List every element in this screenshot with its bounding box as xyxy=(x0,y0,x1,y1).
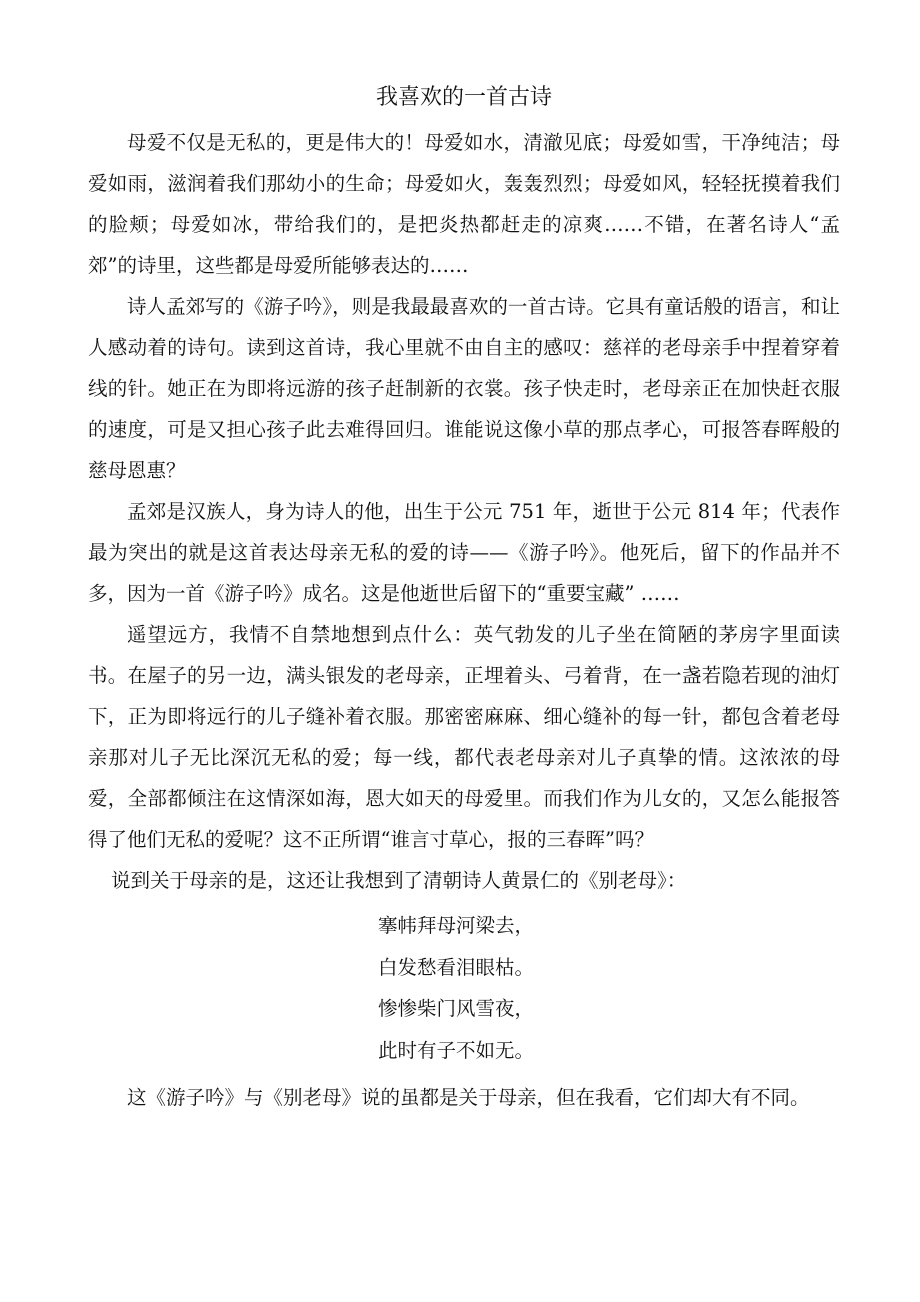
paragraph-closing: 这《游子吟》与《别老母》说的虽都是关于母亲，但在我看，它们却大有不同。 xyxy=(127,1086,810,1109)
paragraph-mother-love: 母爱不仅是无私的，更是伟大的！母爱如水，清澈见底；母爱如雪，干净纯洁；母爱如雨，滋润着我们那幼小的生命；母爱如火，轰轰烈烈；母爱如风，轻轻抚摸着我们的脸颊；母爱如冰，带给我们的，是把炎热都赶走的凉爽……不错，在著名诗人“孟郊”的诗里，这些都是母爱所能够表达的…… xyxy=(88,131,840,277)
paragraph-youziyin: 诗人孟郊写的《游子吟》，则是我最最喜欢的一首古诗。它具有童话般的语言，和让人感动着的诗句。读到这首诗，我心里就不由自主的感叹：慈祥的老母亲手中捏着穿着线的针。她正在为即将远游的孩子赶制新的衣裳。孩子快走时，老母亲正在加快赶衣服的速度，可是又担心孩子此去难得回归。谁能说这像小草的那点孝心，可报答春晖般的慈母恩惠？ xyxy=(88,295,840,482)
poem-line: 此时有子不如无。 xyxy=(378,1038,535,1062)
poem-line: 惨惨柴门风雪夜， xyxy=(378,997,535,1020)
document-page xyxy=(88,78,840,1118)
paragraph-mengjiao-bio: 孟郊是汉族人，身为诗人的他，出生于公元 751 年，逝世于公元 814 年；代表作最为突出的就是这首表达母亲无私的爱的诗——《游子吟》。他死后，留下的作品并不多，因为一首《游子吟》成名。这是他逝世后留下的“重要宝藏” …… xyxy=(88,500,840,605)
poem-line: 搴帏拜母河梁去， xyxy=(378,914,535,937)
poem-line: 白发愁看泪眼枯。 xyxy=(378,955,535,979)
page-title: 我喜欢的一首古诗 xyxy=(375,85,552,110)
paragraph-imagination: 遥望远方，我情不自禁地想到点什么：英气勃发的儿子坐在简陋的茅房字里面读书。在屋子的另一边，满头银发的老母亲，正埋着头、弓着背，在一盏若隐若现的油灯下，正为即将远行的儿子缝补着衣服。那密密麻麻、细心缝补的每一针，都包含着老母亲那对儿子无比深沉无私的爱；每一线，都代表老母亲对儿子真挚的情。这浓浓的母爱，全部都倾注在这情深如海，恩大如天的母爱里。而我们作为儿女的，又怎么能报答得了他们无私的爱呢？这不正所谓“谁言寸草心，报的三春晖”吗？ xyxy=(88,623,840,851)
poem-bielaomu xyxy=(88,905,840,1071)
paragraph-bielaomu-intro: 说到关于母亲的是，这还让我想到了清朝诗人黄景仁的《别老母》： xyxy=(111,869,687,892)
